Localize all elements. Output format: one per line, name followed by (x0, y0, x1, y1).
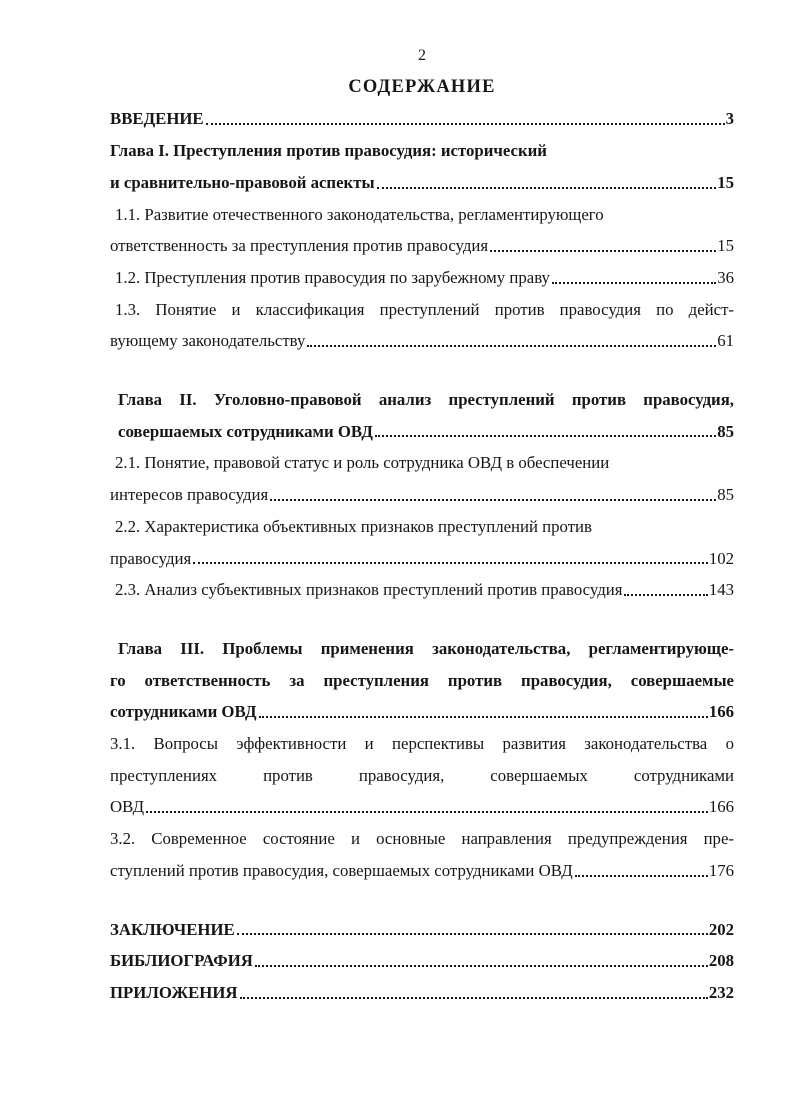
toc-line (110, 855, 734, 887)
toc-line (110, 325, 734, 357)
section-gap (110, 357, 734, 384)
toc-line (110, 103, 734, 135)
toc-page-number: 202 (708, 919, 734, 939)
toc-entry-text: ОВД (110, 797, 145, 817)
toc-page-number: 232 (708, 982, 734, 1002)
toc-entry-text: ПРИЛОЖЕНИЯ (110, 982, 238, 1002)
toc-line (110, 262, 734, 294)
toc-entry-text: правосудия (110, 548, 192, 568)
toc-entry-text: 2.2. Характеристика объективных признаков преступлений против (115, 516, 592, 536)
toc-line (110, 294, 734, 326)
toc-entry-text: 1.2. Преступления против правосудия по зарубежному праву (115, 267, 550, 287)
dot-leader (307, 345, 716, 347)
toc-page-number: 208 (708, 951, 734, 971)
toc-line (110, 511, 734, 543)
toc-entry-text: ответственность за преступления против правосудия (110, 236, 489, 256)
toc-page-number: 166 (708, 797, 734, 817)
dot-leader (237, 933, 708, 935)
dot-leader (377, 187, 717, 189)
toc-line (110, 479, 734, 511)
toc-entry-text: вующему законодательству (110, 331, 306, 351)
dot-leader (575, 875, 708, 877)
toc-line (110, 574, 734, 606)
toc-line (110, 447, 734, 479)
toc-line (110, 728, 734, 760)
dot-leader (259, 716, 708, 718)
toc-page-number: 166 (708, 702, 734, 722)
toc-entry-text: Глава I. Преступления против правосудия: исторический (110, 141, 547, 161)
toc-page-number: 15 (717, 236, 734, 256)
dot-leader (240, 997, 708, 999)
document-title: СОДЕРЖАНИЕ (348, 76, 496, 97)
toc-page-number: 102 (708, 548, 734, 568)
toc-entry-text: Глава II. Уголовно-правовой анализ преступлений против правосудия, (118, 390, 734, 410)
toc-entry-text: Глава III. Проблемы применения законодательства, регламентирующе- (118, 638, 734, 658)
toc-entry-text: ВВЕДЕНИЕ (110, 109, 204, 129)
dot-leader (146, 811, 708, 813)
dot-leader (490, 250, 716, 252)
toc-entry-text: 2.3. Анализ субъективных признаков преступлений против правосудия (115, 580, 623, 600)
toc-entry-text: 1.3. Понятие и классификация преступлений против правосудия по дейст- (115, 299, 734, 319)
toc-entry-text: ЗАКЛЮЧЕНИЕ (110, 919, 235, 939)
dot-leader (375, 435, 716, 437)
table-of-contents (110, 103, 734, 1008)
toc-line (110, 135, 734, 167)
toc-line (110, 791, 734, 823)
toc-line (110, 230, 734, 262)
toc-line (110, 384, 734, 416)
toc-page-number: 36 (717, 267, 734, 287)
toc-line (110, 945, 734, 977)
toc-entry-text: преступлениях против правосудия, совершаемых сотрудниками (110, 765, 734, 785)
toc-line (110, 760, 734, 792)
toc-entry-text: 3.2. Современное состояние и основные направления предупреждения пре- (110, 829, 734, 849)
toc-page-number: 143 (708, 580, 734, 600)
toc-entry-text: 3.1. Вопросы эффективности и перспективы развития законодательства о (110, 734, 734, 754)
toc-line (110, 823, 734, 855)
toc-content (110, 40, 734, 1009)
page-number: 2 (418, 47, 426, 64)
toc-page-number: 85 (717, 485, 734, 505)
toc-entry-text: совершаемых сотрудниками ОВД (118, 421, 373, 441)
toc-line (110, 977, 734, 1009)
toc-entry-text: и сравнительно-правовой аспекты (110, 172, 375, 192)
toc-entry-text: сотрудниками ОВД (110, 702, 257, 722)
toc-page-number: 15 (717, 172, 734, 192)
toc-line (110, 416, 734, 448)
toc-entry-text: 1.1. Развитие отечественного законодательства, регламентирующего (115, 204, 604, 224)
toc-entry-text: БИБЛИОГРАФИЯ (110, 951, 253, 971)
section-gap (110, 887, 734, 914)
toc-line (110, 665, 734, 697)
toc-entry-text: го ответственность за преступления против правосудия, совершаемые (110, 670, 734, 690)
toc-line (110, 167, 734, 199)
toc-entry-text: интересов правосудия (110, 485, 269, 505)
toc-line (110, 914, 734, 946)
toc-entry-text: 2.1. Понятие, правовой статус и роль сотрудника ОВД в обеспечении (115, 453, 610, 473)
toc-line (110, 199, 734, 231)
toc-entry-text: ступлений против правосудия, совершаемых сотрудниками ОВД (110, 860, 573, 880)
toc-line (110, 696, 734, 728)
dot-leader (193, 562, 708, 564)
toc-page-number: 3 (725, 109, 734, 129)
dot-leader (255, 965, 708, 967)
dot-leader (552, 282, 716, 284)
section-gap (110, 606, 734, 633)
dot-leader (270, 499, 716, 501)
dot-leader (624, 594, 707, 596)
toc-page-number: 61 (717, 331, 734, 351)
toc-page-number: 85 (717, 421, 734, 441)
toc-line (110, 543, 734, 575)
dot-leader (206, 123, 725, 125)
toc-line (110, 633, 734, 665)
toc-page-number: 176 (708, 860, 734, 880)
